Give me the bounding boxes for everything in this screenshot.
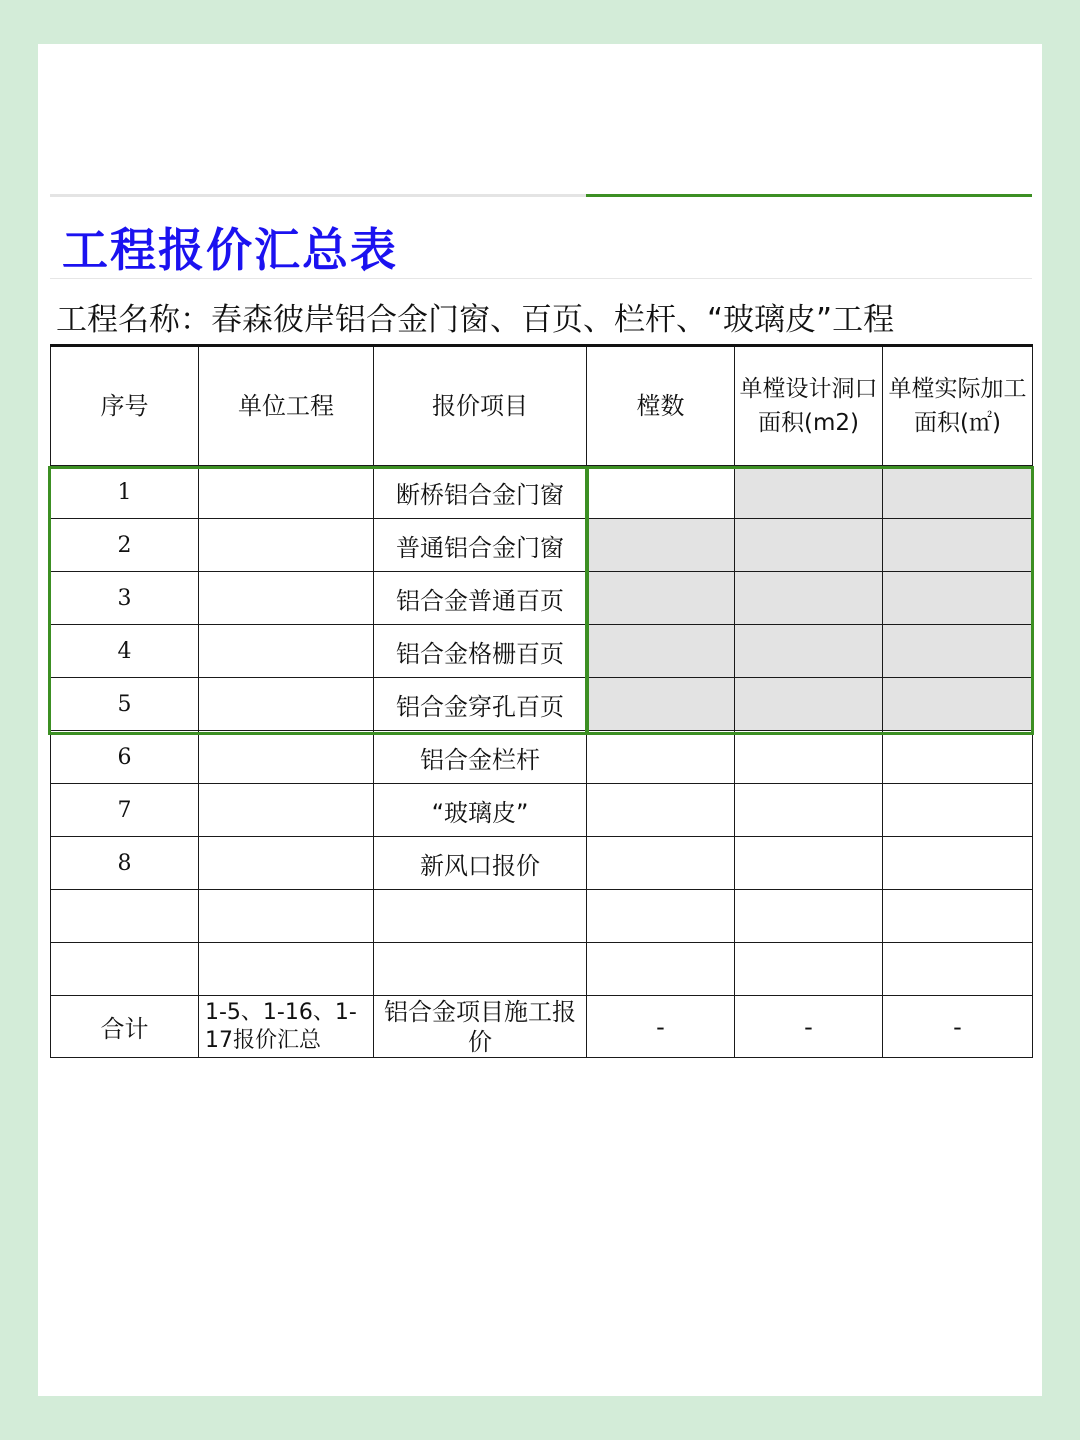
item-cell[interactable]: [374, 890, 587, 943]
table-row: [51, 890, 1033, 943]
design-area-cell[interactable]: [735, 519, 883, 572]
unit-cell[interactable]: [199, 837, 374, 890]
unit-cell[interactable]: [199, 678, 374, 731]
count-cell[interactable]: [587, 943, 735, 996]
quote-table: [50, 344, 1033, 1058]
table-row: [51, 572, 1033, 625]
actual-area-cell[interactable]: [883, 837, 1033, 890]
table-row: [51, 519, 1033, 572]
count-cell[interactable]: [587, 890, 735, 943]
design-area-cell[interactable]: [735, 572, 883, 625]
unit-cell[interactable]: [199, 572, 374, 625]
design-area-cell[interactable]: [735, 837, 883, 890]
header-cell[interactable]: 报价项目: [374, 346, 587, 466]
top-border-gray: [50, 194, 586, 197]
project-name: 工程名称：春森彼岸铝合金门窗、百页、栏杆、“玻璃皮”工程: [56, 302, 895, 338]
actual-area-cell[interactable]: [883, 519, 1033, 572]
table-row: [51, 784, 1033, 837]
table-row: [51, 466, 1033, 519]
total-label-cell[interactable]: 合计: [51, 996, 199, 1058]
row-number-cell[interactable]: 6: [51, 731, 199, 784]
unit-cell[interactable]: [199, 731, 374, 784]
item-cell[interactable]: “玻璃皮”: [374, 784, 587, 837]
total-design-area-cell[interactable]: -: [735, 996, 883, 1058]
unit-cell[interactable]: [199, 466, 374, 519]
unit-cell[interactable]: [199, 943, 374, 996]
actual-area-cell[interactable]: [883, 572, 1033, 625]
total-item-cell[interactable]: 铝合金项目施工报价: [374, 996, 587, 1058]
header-row: [51, 346, 1033, 466]
count-cell[interactable]: [587, 678, 735, 731]
top-border-green: [586, 194, 1032, 197]
total-count-cell[interactable]: -: [587, 996, 735, 1058]
item-cell[interactable]: 铝合金穿孔百页: [374, 678, 587, 731]
design-area-cell[interactable]: [735, 731, 883, 784]
table-row: [51, 625, 1033, 678]
actual-area-cell[interactable]: [883, 890, 1033, 943]
row-number-cell[interactable]: [51, 890, 199, 943]
item-cell[interactable]: [374, 943, 587, 996]
row-number-cell[interactable]: 3: [51, 572, 199, 625]
count-cell[interactable]: [587, 784, 735, 837]
item-cell[interactable]: 铝合金普通百页: [374, 572, 587, 625]
row-number-cell[interactable]: 5: [51, 678, 199, 731]
header-cell[interactable]: 单位工程: [199, 346, 374, 466]
unit-cell[interactable]: [199, 519, 374, 572]
design-area-cell[interactable]: [735, 943, 883, 996]
header-cell[interactable]: 樘数: [587, 346, 735, 466]
total-row: [51, 996, 1033, 1058]
content-card: [38, 44, 1042, 1396]
unit-cell[interactable]: [199, 625, 374, 678]
total-actual-area-cell[interactable]: -: [883, 996, 1033, 1058]
actual-area-cell[interactable]: [883, 625, 1033, 678]
table-row: [51, 943, 1033, 996]
row-number-cell[interactable]: 4: [51, 625, 199, 678]
table-row: [51, 678, 1033, 731]
row-number-cell[interactable]: 2: [51, 519, 199, 572]
title-divider: [50, 278, 1032, 279]
count-cell[interactable]: [587, 466, 735, 519]
design-area-cell[interactable]: [735, 625, 883, 678]
design-area-cell[interactable]: [735, 890, 883, 943]
unit-cell[interactable]: [199, 890, 374, 943]
table-row: [51, 731, 1033, 784]
design-area-cell[interactable]: [735, 466, 883, 519]
count-cell[interactable]: [587, 837, 735, 890]
row-number-cell[interactable]: [51, 943, 199, 996]
table-row: [51, 837, 1033, 890]
count-cell[interactable]: [587, 519, 735, 572]
item-cell[interactable]: 铝合金格栅百页: [374, 625, 587, 678]
header-cell[interactable]: 单樘设计洞口面积(m2): [735, 346, 883, 466]
unit-cell[interactable]: [199, 784, 374, 837]
design-area-cell[interactable]: [735, 784, 883, 837]
row-number-cell[interactable]: 7: [51, 784, 199, 837]
item-cell[interactable]: 铝合金栏杆: [374, 731, 587, 784]
count-cell[interactable]: [587, 625, 735, 678]
design-area-cell[interactable]: [735, 678, 883, 731]
item-cell[interactable]: 普通铝合金门窗: [374, 519, 587, 572]
count-cell[interactable]: [587, 731, 735, 784]
total-unit-cell[interactable]: 1-5、1-16、1-17报价汇总: [199, 996, 374, 1058]
item-cell[interactable]: 断桥铝合金门窗: [374, 466, 587, 519]
actual-area-cell[interactable]: [883, 784, 1033, 837]
row-number-cell[interactable]: 1: [51, 466, 199, 519]
count-cell[interactable]: [587, 572, 735, 625]
actual-area-cell[interactable]: [883, 678, 1033, 731]
actual-area-cell[interactable]: [883, 466, 1033, 519]
header-cell[interactable]: 单樘实际加工面积(㎡): [883, 346, 1033, 466]
actual-area-cell[interactable]: [883, 943, 1033, 996]
actual-area-cell[interactable]: [883, 731, 1033, 784]
sheet-title: 工程报价汇总表: [62, 223, 398, 277]
header-cell[interactable]: 序号: [51, 346, 199, 466]
item-cell[interactable]: 新风口报价: [374, 837, 587, 890]
row-number-cell[interactable]: 8: [51, 837, 199, 890]
